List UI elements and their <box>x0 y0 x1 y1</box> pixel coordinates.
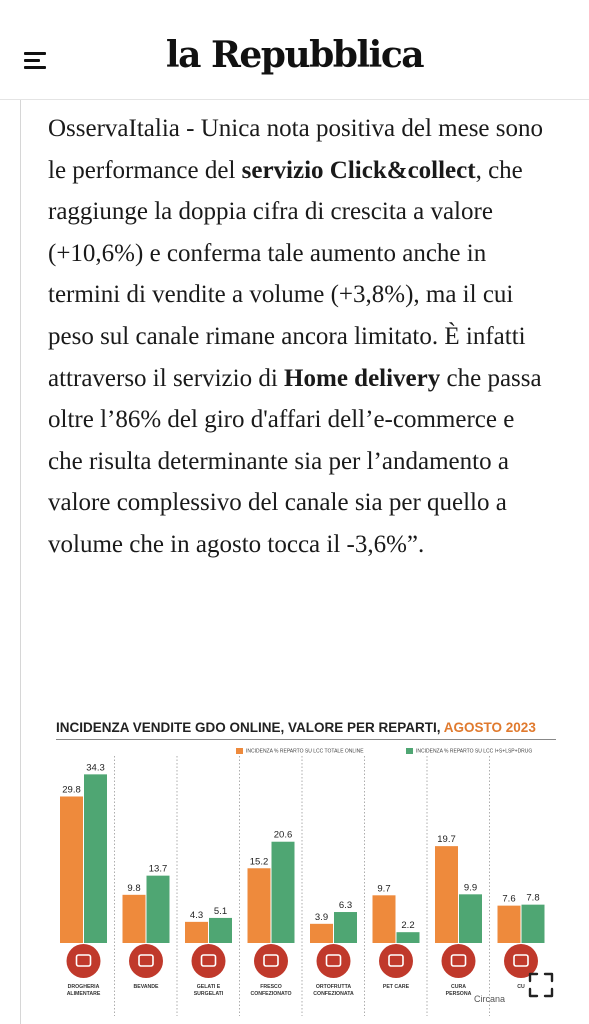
source-logo: Circana <box>474 994 506 1004</box>
legend-label: INCIDENZA % REPARTO SU LCC TOTALE ONLINE <box>246 748 364 755</box>
category-label: ORTOFRUTTA <box>315 984 352 990</box>
bar-chart-svg <box>50 716 570 1024</box>
category-label: FRESCO <box>260 984 282 990</box>
category-icon <box>317 944 351 978</box>
category-icon <box>129 944 163 978</box>
category-icon <box>67 944 101 978</box>
bar-lcc <box>459 894 482 943</box>
bar-value-label: 9.9 <box>463 882 478 894</box>
bar-lcc <box>272 842 295 943</box>
bar-online <box>60 796 83 943</box>
bar-lcc <box>397 932 420 943</box>
chart-title-accent: AGOSTO 2023 <box>443 720 536 735</box>
category-label: SURGELATI <box>193 991 224 997</box>
category-label: GELATI E <box>196 984 221 990</box>
bar-value-label: 29.8 <box>62 784 81 796</box>
bar-online <box>498 906 521 943</box>
site-logo[interactable]: la Repubblica <box>165 34 424 76</box>
bar-value-label: 19.7 <box>437 834 456 846</box>
bar-lcc <box>522 905 545 943</box>
article-bold-home-delivery: Home delivery <box>284 364 441 392</box>
category-label: CU <box>517 984 525 990</box>
bar-value-label: 9.7 <box>377 883 391 895</box>
bar-lcc <box>209 918 232 943</box>
bar-value-label: 20.6 <box>273 829 293 841</box>
top-bar <box>0 0 589 100</box>
bar-online <box>185 922 208 943</box>
category-label: CONFEZIONATO <box>250 991 292 997</box>
category-label: DROGHERIA <box>67 984 100 990</box>
category-icon <box>442 944 476 978</box>
bar-lcc <box>84 774 107 943</box>
bar-value-label: 6.3 <box>338 900 353 912</box>
bar-lcc <box>334 912 357 943</box>
left-divider <box>20 100 21 1024</box>
chart-title-main: INCIDENZA VENDITE GDO ONLINE, VALORE PER REPARTI, <box>56 720 441 735</box>
bar-value-label: 7.6 <box>502 893 516 905</box>
article-text: , che raggiunge la doppia cifra di crescita a valore (+10,6%) e conferma tale aumento anche in termini di vendite a volume (+3,8%), ma il cui peso sul canale rimane ancora limitato. È infatti attraverso il servizio di <box>48 156 526 392</box>
article-text: OsservaItalia - Unica nota positiva del mese sono le performance del <box>48 115 543 184</box>
bar-value-label: 7.8 <box>526 892 540 904</box>
article-body <box>48 108 548 566</box>
bar-online <box>123 895 146 943</box>
bar-online <box>373 895 396 943</box>
bar-value-label: 3.9 <box>314 911 329 923</box>
expand-corner-icon[interactable] <box>526 970 556 1000</box>
legend-label: INCIDENZA % REPARTO SU LCC I+S+LSP+DRUG <box>416 748 533 755</box>
bar-value-label: 4.3 <box>189 909 204 921</box>
bar-value-label: 15.2 <box>249 856 269 868</box>
category-label: CONFEZIONATA <box>313 991 354 997</box>
chart-image[interactable] <box>50 716 570 1024</box>
bar-value-label: 5.1 <box>213 905 228 917</box>
bar-online <box>310 924 333 943</box>
article-text: che passa oltre l’86% del giro d'affari dell’e-commerce e che risulta determinante sia per l’andamento a valore complessivo del canale sia per quello a volume che in agosto tocca il -3,6%”. <box>48 364 542 558</box>
bar-online <box>435 846 458 943</box>
category-icon <box>192 944 226 978</box>
category-icon <box>254 944 288 978</box>
category-label: BEVANDE <box>133 984 159 990</box>
bar-lcc <box>147 876 170 943</box>
category-label: ALIMENTARE <box>66 991 101 997</box>
category-label: PERSONA <box>445 991 472 997</box>
bar-value-label: 2.2 <box>401 920 415 932</box>
bar-value-label: 34.3 <box>86 762 105 774</box>
category-label: PET CARE <box>382 984 410 990</box>
article-bold-click-collect: servizio Click&collect <box>241 156 476 184</box>
bar-online <box>248 868 271 943</box>
category-label: CURA <box>451 984 466 990</box>
category-icon <box>379 944 413 978</box>
bar-value-label: 13.7 <box>148 863 168 875</box>
bar-value-label: 9.8 <box>127 882 141 894</box>
